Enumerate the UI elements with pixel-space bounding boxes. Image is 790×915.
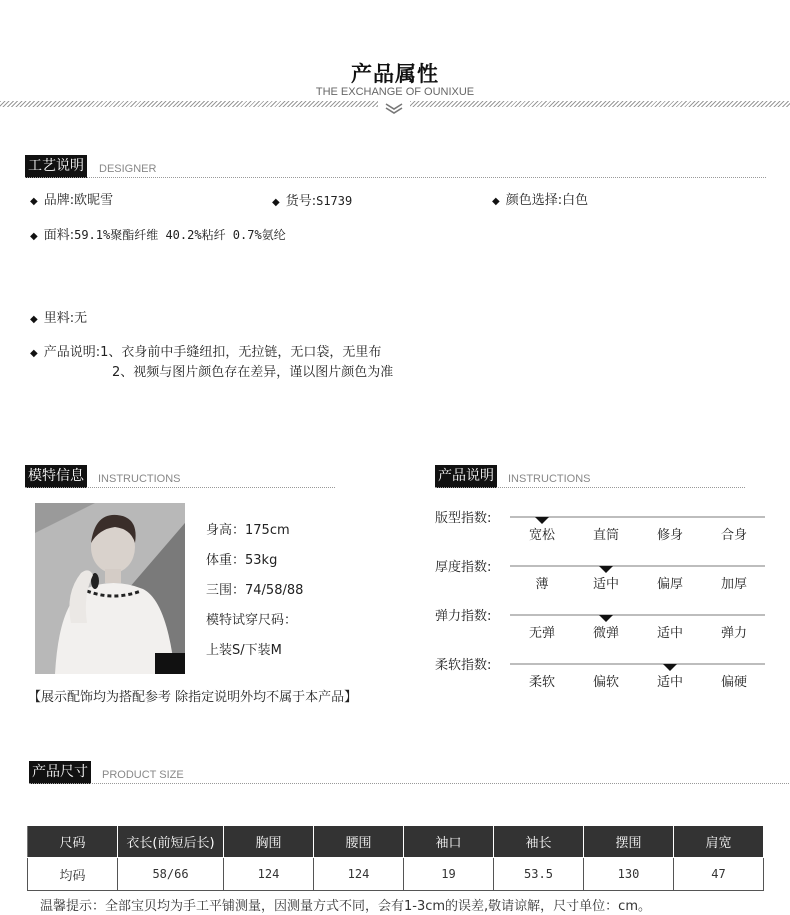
size-table-cell: 124 — [224, 858, 314, 891]
index-label: 厚度指数: — [435, 560, 492, 575]
diamond-bullet-icon: ◆ — [30, 196, 38, 207]
model-weight: 体重：53kg — [206, 553, 278, 568]
diamond-bullet-icon: ◆ — [30, 231, 38, 242]
section-tag-product: 产品说明 — [435, 465, 497, 488]
index-option: 适中 — [656, 626, 683, 641]
index-label: 柔软指数: — [435, 658, 492, 673]
page-title: 产品属性 — [351, 62, 439, 86]
size-table-header-cell: 袖长 — [494, 826, 584, 858]
section-divider-craft — [25, 177, 766, 178]
index-selected-marker-icon — [599, 615, 613, 622]
index-option: 合身 — [720, 528, 747, 543]
measurement-tip: 温馨提示：全部宝贝均为手工平铺测量，因测量方式不同，会有1-3cm的误差,敬请谅解，尺寸单位：cm。 — [40, 899, 651, 914]
section-divider-model — [25, 487, 335, 488]
table-row — [28, 858, 764, 891]
index-option: 弹力 — [720, 626, 747, 641]
section-tag-size: 产品尺寸 — [29, 761, 91, 784]
attr-color-label: 颜色选择: — [505, 193, 563, 208]
attr-brand — [30, 192, 113, 211]
attr-description — [30, 344, 381, 363]
section-en-model: INSTRUCTIONS — [98, 473, 181, 485]
index-option: 偏硬 — [720, 675, 747, 690]
size-table-cell: 均码 — [28, 858, 118, 891]
section-en-product: INSTRUCTIONS — [508, 473, 591, 485]
attr-description-line-2: 2、视频与图片颜色存在差异，谨以图片颜色为准 — [112, 365, 394, 380]
index-option: 偏软 — [592, 675, 619, 690]
model-height: 身高：175cm — [206, 523, 290, 538]
model-size-label: 模特试穿尺码： — [206, 613, 298, 628]
accessory-note: 【展示配饰均为搭配参考 除指定说明外均不属于本产品】 — [28, 690, 358, 705]
model-measurements: 三围：74/58/88 — [206, 583, 304, 598]
attr-description-label: 产品说明: — [43, 345, 101, 360]
section-en-size: PRODUCT SIZE — [102, 769, 184, 781]
index-track — [510, 614, 765, 616]
attr-brand-value: 欧昵雪 — [74, 193, 114, 208]
hatch-divider-left — [0, 101, 378, 107]
size-table-cell: 47 — [674, 858, 764, 891]
attr-lining-label: 里料: — [43, 311, 75, 326]
attr-fabric — [30, 226, 286, 246]
model-size-value: 上装S/下装M — [206, 643, 282, 658]
attr-sku-value: S1739 — [316, 194, 353, 208]
diamond-bullet-icon: ◆ — [30, 314, 38, 325]
index-option: 偏厚 — [656, 577, 683, 592]
attr-sku-label: 货号: — [285, 194, 317, 209]
section-divider-product — [435, 487, 745, 488]
index-option: 修身 — [656, 528, 683, 543]
section-divider-size — [29, 783, 789, 784]
model-photo — [35, 503, 185, 674]
attr-color — [492, 192, 588, 211]
index-option: 柔软 — [528, 675, 555, 690]
size-table-header-cell: 衣长(前短后长) — [118, 826, 224, 858]
index-option: 加厚 — [720, 577, 747, 592]
attr-lining — [30, 310, 87, 329]
attr-brand-label: 品牌: — [43, 193, 75, 208]
diamond-bullet-icon: ◆ — [492, 196, 500, 207]
attr-fabric-label: 面料: — [43, 228, 75, 243]
index-label: 版型指数: — [435, 511, 492, 526]
size-table-header-cell: 肩宽 — [674, 826, 764, 858]
size-table-body — [28, 858, 764, 891]
index-option: 适中 — [656, 675, 683, 690]
index-option: 微弹 — [592, 626, 619, 641]
size-table-cell: 130 — [584, 858, 674, 891]
diamond-bullet-icon: ◆ — [30, 348, 38, 359]
index-option: 直筒 — [592, 528, 619, 543]
size-table-header-cell: 摆围 — [584, 826, 674, 858]
index-label: 弹力指数: — [435, 609, 492, 624]
page-subtitle: THE EXCHANGE OF OUNIXUE — [315, 86, 475, 98]
attr-lining-value: 无 — [74, 311, 88, 326]
attr-description-line-1: 1、衣身前中手缝纽扣，无拉链，无口袋，无里布 — [100, 345, 382, 360]
model-photo-graphic — [35, 503, 185, 674]
index-track — [510, 663, 765, 665]
hatch-divider-right — [410, 101, 790, 107]
section-en-craft: DESIGNER — [99, 163, 157, 175]
double-chevron-down-icon — [384, 103, 404, 115]
size-table-cell: 58/66 — [118, 858, 224, 891]
index-option: 适中 — [592, 577, 619, 592]
size-table-cell: 53.5 — [494, 858, 584, 891]
size-table — [27, 825, 764, 891]
size-table-header-cell: 胸围 — [224, 826, 314, 858]
index-selected-marker-icon — [599, 566, 613, 573]
diamond-bullet-icon: ◆ — [272, 197, 280, 208]
attr-fabric-value: 59.1%聚酯纤维 40.2%粘纤 0.7%氨纶 — [74, 228, 286, 242]
index-option: 薄 — [535, 577, 549, 592]
index-track — [510, 565, 765, 567]
size-table-header-cell: 腰围 — [314, 826, 404, 858]
size-table-cell: 19 — [404, 858, 494, 891]
size-table-header-cell: 尺码 — [28, 826, 118, 858]
attr-sku — [272, 192, 352, 212]
index-option: 宽松 — [528, 528, 555, 543]
attr-color-value: 白色 — [562, 193, 589, 208]
index-selected-marker-icon — [663, 664, 677, 671]
section-tag-craft: 工艺说明 — [25, 155, 87, 178]
index-option: 无弹 — [528, 626, 555, 641]
index-selected-marker-icon — [535, 517, 549, 524]
size-table-cell: 124 — [314, 858, 404, 891]
size-table-header-row — [28, 826, 764, 858]
section-tag-model: 模特信息 — [25, 465, 87, 488]
size-table-header-cell: 袖口 — [404, 826, 494, 858]
